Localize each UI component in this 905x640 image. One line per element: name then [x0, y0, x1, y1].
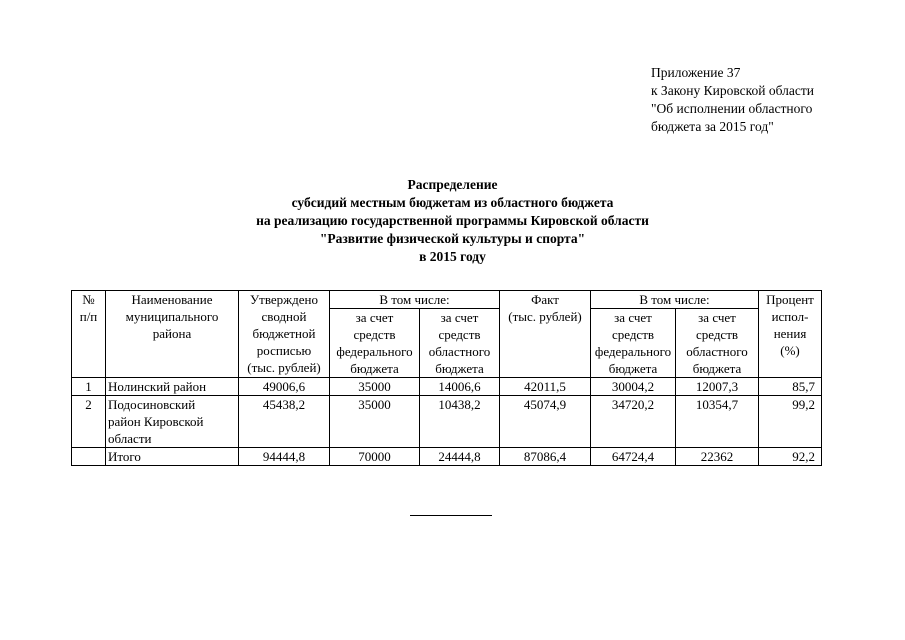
- row-number: 2: [72, 396, 106, 448]
- federal-fact-value: 34720,2: [591, 396, 676, 448]
- total-federal-fact: 64724,4: [591, 448, 676, 466]
- header-fact: Факт (тыс. рублей): [500, 291, 591, 378]
- title-line: субсидий местным бюджетам из областного бюджета: [291, 195, 614, 210]
- header-num: № п/п: [72, 291, 106, 378]
- federal-fact-value: 30004,2: [591, 378, 676, 396]
- regional-approved-value: 14006,6: [420, 378, 500, 396]
- total-federal-approved: 70000: [330, 448, 420, 466]
- total-fact: 87086,4: [500, 448, 591, 466]
- header-including-approved: В том числе:: [330, 291, 500, 309]
- title-line: Распределение: [407, 177, 498, 192]
- regional-approved-value: 10438,2: [420, 396, 500, 448]
- header-federal-fact: за счет средств федерального бюджета: [591, 309, 676, 378]
- fact-value: 45074,9: [500, 396, 591, 448]
- regional-fact-value: 10354,7: [676, 396, 759, 448]
- federal-approved-value: 35000: [330, 396, 420, 448]
- total-regional-fact: 22362: [676, 448, 759, 466]
- header-federal-approved: за счет средств федерального бюджета: [330, 309, 420, 378]
- appendix-line: бюджета за 2015 год": [651, 119, 774, 134]
- federal-approved-value: 35000: [330, 378, 420, 396]
- closing-rule: [410, 515, 492, 516]
- percent-value: 85,7: [759, 378, 822, 396]
- subsidy-table: [71, 290, 822, 466]
- district-name: Подосиновский район Кировской области: [106, 396, 239, 448]
- header-percent: Процент испол- нения (%): [759, 291, 822, 378]
- approved-value: 49006,6: [239, 378, 330, 396]
- title-line: в 2015 году: [419, 249, 486, 264]
- title-line: на реализацию государственной программы Кировской области: [256, 213, 649, 228]
- total-approved: 94444,8: [239, 448, 330, 466]
- header-regional-approved: за счет средств областного бюджета: [420, 309, 500, 378]
- percent-value: 99,2: [759, 396, 822, 448]
- appendix-line: к Закону Кировской области: [651, 83, 815, 98]
- total-row: [72, 448, 822, 466]
- header-regional-fact: за счет средств областного бюджета: [676, 309, 759, 378]
- document-title: [200, 176, 705, 266]
- total-regional-approved: 24444,8: [420, 448, 500, 466]
- table-row: [72, 396, 822, 448]
- approved-value: 45438,2: [239, 396, 330, 448]
- header-including-fact: В том числе:: [591, 291, 759, 309]
- fact-value: 42011,5: [500, 378, 591, 396]
- table-row: [72, 378, 822, 396]
- district-name: Нолинский район: [106, 378, 239, 396]
- total-number: [72, 448, 106, 466]
- row-number: 1: [72, 378, 106, 396]
- total-label: Итого: [106, 448, 239, 466]
- appendix-note: [651, 64, 814, 136]
- regional-fact-value: 12007,3: [676, 378, 759, 396]
- header-name: Наименование муниципального района: [106, 291, 239, 378]
- total-percent: 92,2: [759, 448, 822, 466]
- appendix-line: "Об исполнении областного: [651, 101, 813, 116]
- header-approved: Утверждено сводной бюджетной росписью (тыс. рублей): [239, 291, 330, 378]
- title-line: "Развитие физической культуры и спорта": [319, 231, 586, 246]
- appendix-line: Приложение 37: [651, 65, 741, 80]
- header-row: [72, 291, 822, 309]
